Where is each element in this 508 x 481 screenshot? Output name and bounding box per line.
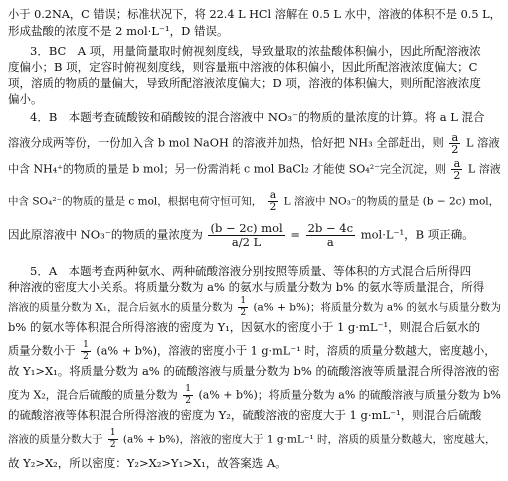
fraction-denominator: a [326,235,334,249]
formula-line [8,222,474,249]
fraction-denominator: a/2 L [231,235,262,249]
text-segment: (a% + b%)；将质量分数为 a% 的氨水与质量分数为 [253,301,501,314]
fraction-numerator: 2b − 4c [307,221,354,235]
fraction-numerator: 1 [240,296,247,306]
fraction-half [108,428,118,451]
fraction-numerator: a [268,190,279,202]
text-segment: (a% + b%)；将质量分数为 a% 的硫酸溶液与质量分数为 b% [198,388,501,402]
fraction-half [81,340,91,363]
fraction-numerator: a [451,158,462,170]
fraction-numerator: 1 [109,428,116,438]
text-segment: 度为 X₂，混合后硫酸的质量分数为 [8,388,178,402]
text-line: 项，溶质的物质的量偏大，导致所配溶液浓度偏大；D 项，溶液的体积偏大，则所配溶液浓度 [8,76,481,90]
fraction-a-over-2 [449,132,460,155]
fraction-result [306,222,355,249]
text-segment: 溶液的质量分数大于 [8,433,103,446]
text-line [8,158,501,181]
text-line [8,384,501,407]
text-segment: L 溶液 [467,162,501,176]
text-segment: (a% + b%)，溶液的密度小于 1 g·mL⁻¹ 时，溶质的质量分数越大，密度越小， [96,344,496,358]
text-segment: 中含 NH₄⁺的物质的量是 b mol；另一份需消耗 c mol BaCl₂ 才能使 SO₄²⁻完全沉淀，则 [8,162,446,176]
text-line: 度偏小；B 项，定容时俯视刻度线，则容量瓶中溶液的体积偏小，因此所配溶液浓度偏大；C [8,60,478,74]
text-segment: mol·L⁻¹，B 项正确。 [360,227,474,242]
text-line: 偏小。 [8,92,43,106]
fraction-denominator: 2 [453,169,461,182]
text-line: 种溶液的密度大小关系。将质量分数为 a% 的氨水与质量分数为 b% 的氨水等质量混合，所得 [8,280,485,294]
fraction-denominator: 2 [240,308,247,318]
fraction-numerator: a [449,132,460,144]
text-line: 小于 0.2NA，C 错误；标准状况下，将 22.4 L HCl 溶解在 0.5 L 水中，溶液的体积不是 0.5 L， [8,8,501,21]
text-segment: 中含 SO₄²⁻的物质的量是 c mol，根据电荷守恒可知， [8,195,263,208]
fraction-numerator: 1 [83,340,89,350]
fraction-denominator: 2 [83,352,89,362]
text-segment: 溶液分成两等份，一份加入含 b mol NaOH 的溶液并加热，恰好把 NH₃ 全部赶出，则 [8,136,444,150]
text-line: 形成盐酸的浓度不是 2 mol·L⁻¹，D 错误。 [8,24,229,38]
text-line [8,296,501,319]
text-segment: (a% + b%)，溶液的密度大于 1 g·mL⁻¹ 时，溶质的质量分数越大，密度越大， [122,433,496,446]
fraction-numerator: 1 [185,384,191,394]
fraction-a-over-2 [268,190,279,213]
fraction-numerator: (b − 2c) mol [210,221,283,235]
text-line [8,428,495,451]
text-line: 的硫酸溶液等体积混合所得溶液的密度为 Y₂，硫酸溶液的密度大于 1 g·mL⁻¹，则混合后硫酸 [8,408,482,422]
text-line [8,340,496,363]
fraction-denominator: 2 [109,440,116,450]
text-line: 故 Y₂>X₂，所以密度：Y₂>X₂>Y₁>X₁，故答案选 A。 [8,456,287,470]
text-segment: L 溶液中 NO₃⁻的物质的量是 (b − 2c) mol， [283,195,500,208]
fraction-denominator: 2 [185,396,191,406]
equals-sign: = [290,227,300,242]
text-segment: 溶液的质量分数为 X₁，混合后氨水的质量分数为 [8,301,234,314]
answer-4-line: 4．B 本题考查硫酸铵和硝酸铵的混合溶液中 NO₃⁻的物质的量浓度的计算。将 a L 混合 [30,110,485,124]
fraction-denominator: 2 [451,143,459,156]
fraction-half [183,384,193,407]
text-segment: 因此原溶液中 NO₃⁻的物质的量浓度为 [8,227,203,242]
text-line: b% 的氨水等体积混合所得溶液的密度为 Y₁，因氨水的密度小于 1 g·mL⁻¹，则混合后氨水的 [8,320,481,334]
text-segment: 质量分数小于 [8,344,76,358]
text-segment: L 溶液 [466,136,500,150]
answer-3-line: 3．BC A 项，用量筒量取时俯视刻度线，导致量取的浓盐酸体积偏小，因此所配溶液浓 [30,44,481,58]
text-line [8,190,499,213]
fraction-a-over-2 [451,158,462,181]
text-line: 故 Y₁>X₁。将质量分数为 a% 的硫酸溶液与质量分数为 b% 的硫酸溶液等质量混合所得溶液的密 [8,364,500,378]
text-line [8,132,500,155]
fraction-concentration [208,222,284,249]
fraction-half [238,296,248,319]
answer-5-line: 5．A 本题考查两种氨水、两种硫酸溶液分别按照等质量、等体积的方式混合后所得四 [30,264,472,278]
fraction-denominator: 2 [269,201,277,213]
